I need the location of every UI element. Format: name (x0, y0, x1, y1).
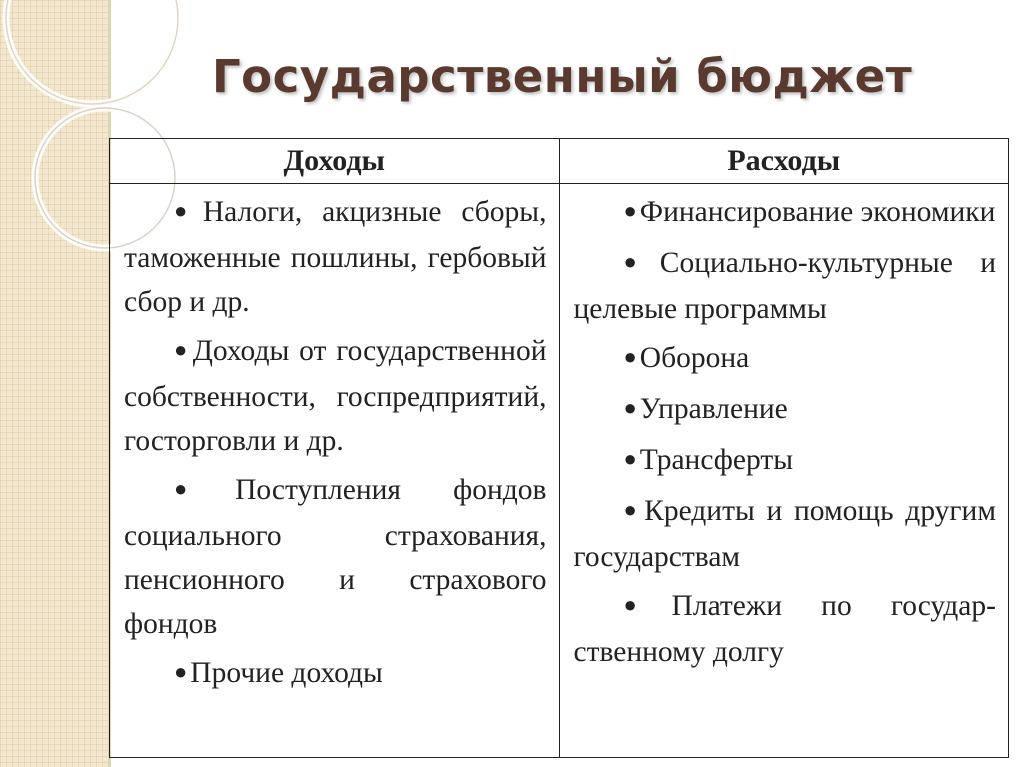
expense-item-text: Кредиты и помощь другим государствам (573, 495, 996, 573)
bullet-icon: ● (623, 446, 637, 471)
bullet-icon: ● (623, 198, 637, 223)
income-item-text: Поступления фондов социального страхования, пенсионного и страхового фондов (124, 474, 547, 640)
expense-item-text: Финансирование экономики (639, 196, 996, 228)
bullet-icon: ● (174, 659, 188, 684)
expense-item-text: Оборона (639, 342, 750, 374)
page-title: Государственный бюджет (212, 50, 913, 103)
expense-item-text: Платежи по государственному долгу (573, 590, 996, 668)
income-item (124, 190, 547, 324)
expense-item (574, 387, 997, 433)
expense-item-text: Трансферты (639, 444, 794, 476)
expense-item (574, 336, 997, 382)
bullet-icon: ● (174, 198, 200, 223)
budget-table (109, 138, 1009, 758)
income-item-text: Налоги, акцизные сборы, таможенные пошлины, гербовый сбор и др. (124, 196, 547, 318)
income-item (124, 651, 547, 697)
income-header: Доходы (110, 139, 560, 184)
bullet-icon: ● (623, 395, 637, 420)
expenses-cell (559, 184, 1009, 758)
bullet-icon: ● (623, 249, 657, 274)
expense-item (574, 584, 997, 674)
bullet-icon: ● (174, 476, 233, 501)
bullet-icon: ● (623, 344, 637, 369)
table-row (110, 184, 1009, 758)
expense-item (574, 190, 997, 236)
income-item (124, 468, 547, 646)
income-item (124, 329, 547, 463)
expense-item (574, 241, 997, 331)
expense-item-text: Управление (639, 393, 788, 425)
income-item-text: Прочие доходы (190, 657, 383, 689)
bullet-icon: ● (623, 592, 669, 617)
bullet-icon: ● (623, 497, 642, 522)
bullet-icon: ● (174, 337, 190, 362)
income-item-text: Доходы от государственной собственности, госпредприятий, госторговли и др. (124, 335, 547, 457)
expense-item (574, 489, 997, 579)
expense-item-text: Социально-культурные и целевые программы (573, 247, 996, 325)
income-cell (110, 184, 560, 758)
table-header-row (110, 139, 1009, 184)
expense-item (574, 438, 997, 484)
expenses-header: Расходы (559, 139, 1009, 184)
